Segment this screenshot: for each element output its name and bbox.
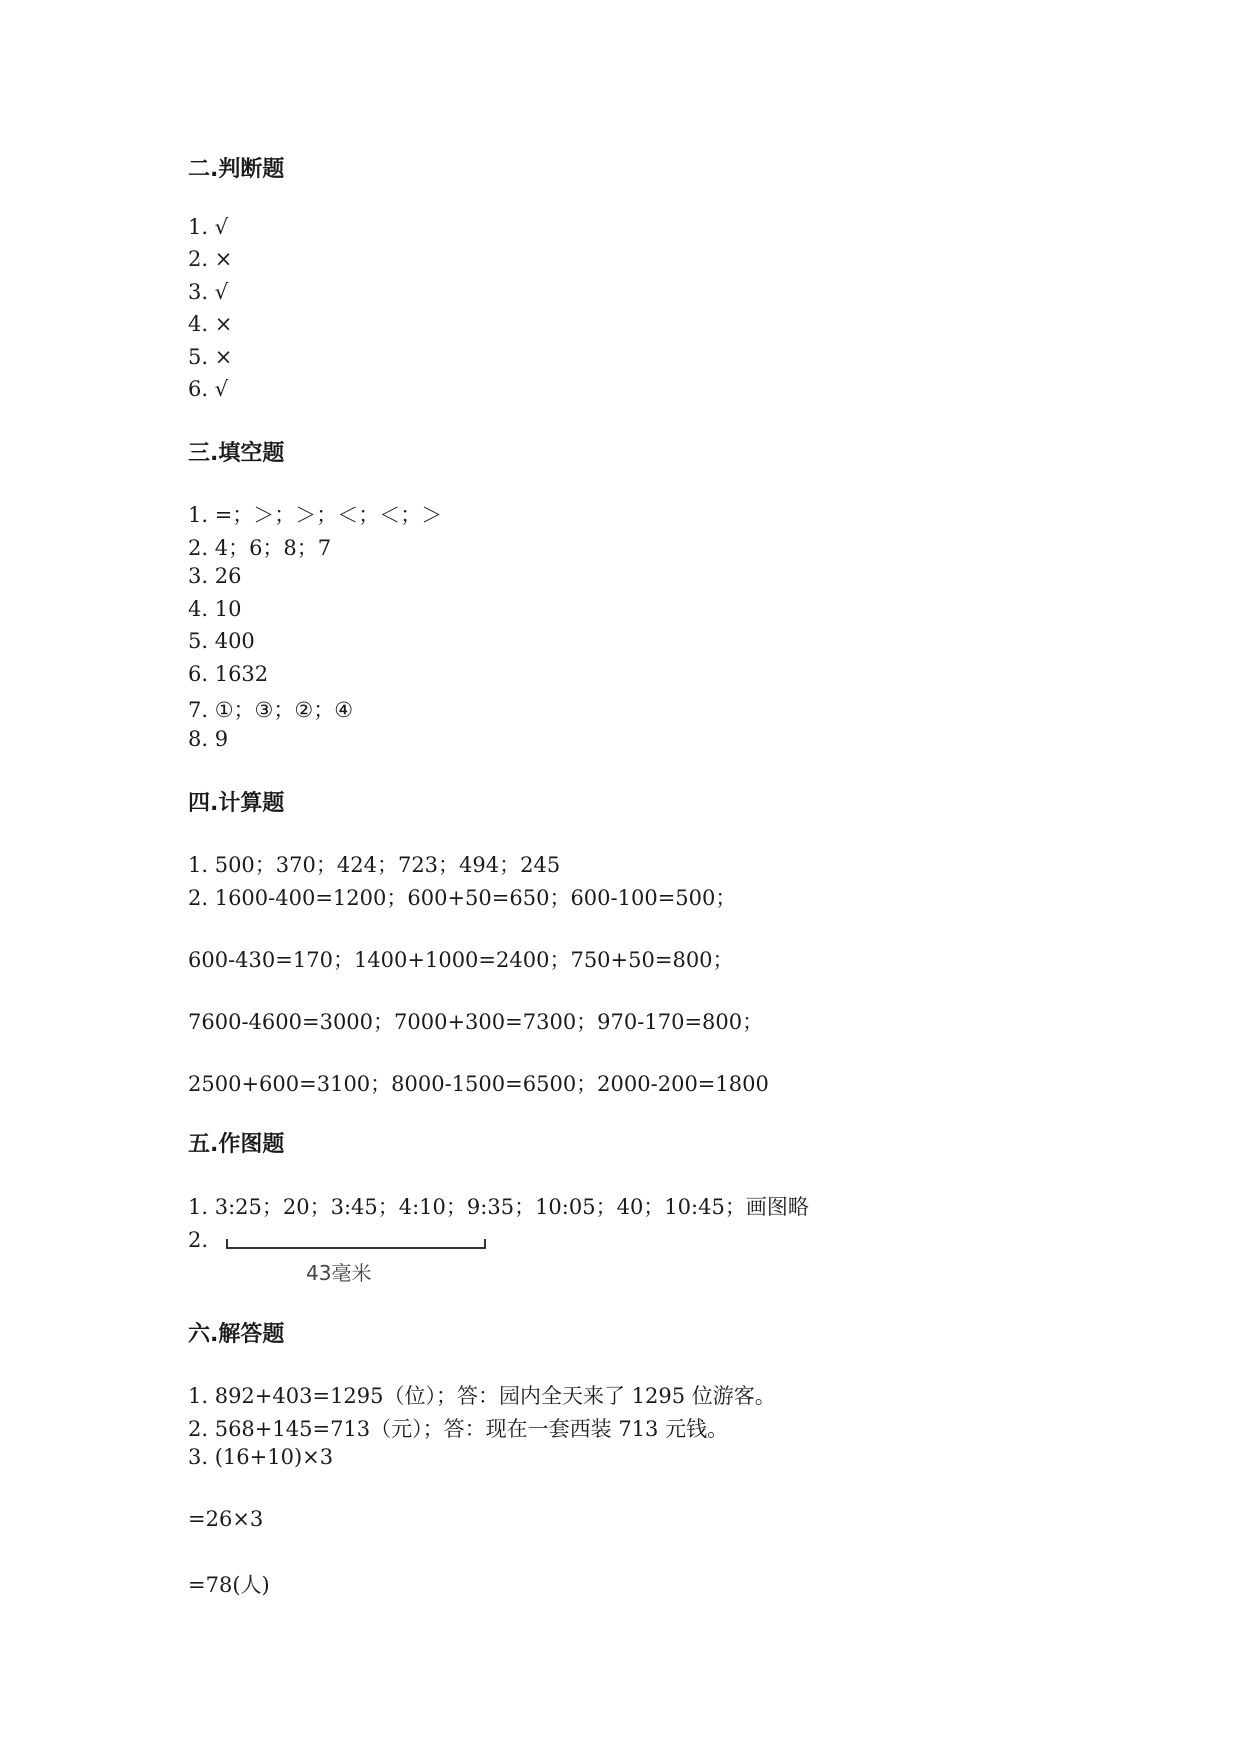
judge-answer-4: 4. × <box>188 312 233 336</box>
segment-length-label: 43毫米 <box>306 1261 372 1285</box>
draw-answer-2-label: 2. <box>188 1228 209 1252</box>
judge-answer-6: 6. √ <box>188 377 229 401</box>
section-title-fill: 三.填空题 <box>188 441 285 466</box>
word-answer-1: 1. 892+403=1295（位）；答：园内全天来了 1295 位游客。 <box>188 1384 776 1408</box>
word-answer-3: 3. (16+10)×3 <box>188 1445 334 1469</box>
fill-answer-8: 8. 9 <box>188 727 229 751</box>
judge-answer-2: 2. × <box>188 247 233 271</box>
judge-answer-1: 1. √ <box>188 215 229 239</box>
draw-answer-1: 1. 3:25；20；3:45；4:10；9:35；10:05；40；10:45；画图略 <box>188 1195 809 1219</box>
calc-answer-2-line2: 600-430=170；1400+1000=2400；750+50=800； <box>188 948 734 972</box>
section-title-draw: 五.作图题 <box>188 1132 285 1157</box>
word-answer-3-step3: =78(人) <box>188 1573 270 1597</box>
fill-answer-6: 6. 1632 <box>188 662 269 686</box>
section-title-calc: 四.计算题 <box>188 791 285 816</box>
judge-answer-3: 3. √ <box>188 280 229 304</box>
calc-answer-2-line4: 2500+600=3100；8000-1500=6500；2000-200=1800 <box>188 1072 769 1096</box>
calc-answer-1: 1. 500；370；424；723；494；245 <box>188 853 561 877</box>
line-segment-drawing <box>226 1237 486 1249</box>
section-title-answer: 六.解答题 <box>188 1322 285 1347</box>
fill-answer-3: 3. 26 <box>188 564 242 588</box>
fill-answer-7: 7. ①；③；②；④ <box>188 698 354 722</box>
line-segment <box>226 1247 486 1249</box>
section-title-judge: 二.判断题 <box>188 157 285 182</box>
fill-answer-1: 1. =；＞；＞；＜；＜；＞ <box>188 503 443 527</box>
word-answer-3-step2: =26×3 <box>188 1507 264 1531</box>
judge-answer-5: 5. × <box>188 345 233 369</box>
fill-answer-5: 5. 400 <box>188 629 255 653</box>
calc-answer-2: 2. 1600-400=1200；600+50=650；600-100=500； <box>188 886 737 910</box>
calc-answer-2-line3: 7600-4600=3000；7000+300=7300；970-170=800； <box>188 1010 764 1034</box>
segment-right-tick <box>484 1239 486 1249</box>
segment-left-tick <box>226 1239 228 1249</box>
fill-answer-4: 4. 10 <box>188 597 242 621</box>
word-answer-2: 2. 568+145=713（元）；答：现在一套西装 713 元钱。 <box>188 1417 729 1441</box>
fill-answer-2: 2. 4；6；8；7 <box>188 536 332 560</box>
